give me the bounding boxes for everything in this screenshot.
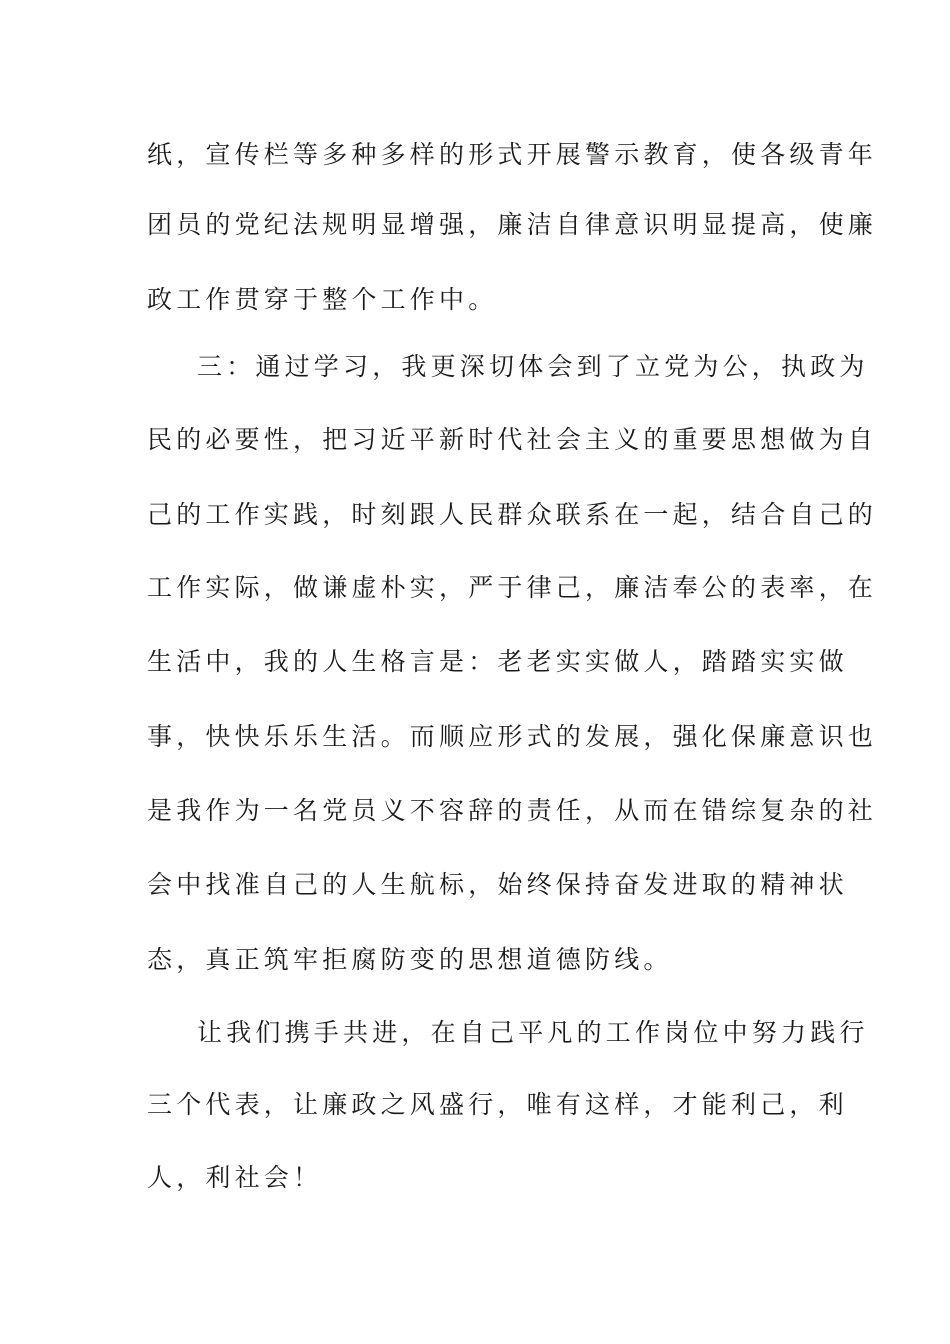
text-line: 会中找准自己的人生航标，始终保持奋发进取的精神状: [147, 870, 848, 899]
text-line: 团员的党纪法规明显增强，廉洁自律意识明显提高，使廉: [147, 210, 878, 239]
text-line: 民的必要性，把习近平新时代社会主义的重要思想做为自: [147, 425, 878, 454]
text-line: 三个代表，让廉政之风盛行，唯有这样，才能利己，利: [147, 1090, 848, 1119]
text-line: 生活中，我的人生格言是：老老实实做人，踏踏实实做: [147, 647, 848, 676]
text-line: 工作实际，做谦虚朴实，严于律己，廉洁奉公的表率，在: [147, 573, 878, 602]
text-line: 己的工作实践，时刻跟人民群众联系在一起，结合自己的: [147, 500, 878, 529]
text-line: 纸，宣传栏等多种多样的形式开展警示教育，使各级青年: [147, 140, 878, 169]
paragraph-start-line: 让我们携手共进，在自己平凡的工作岗位中努力践行: [197, 1018, 869, 1047]
text-line: 事，快快乐乐生活。而顺应形式的发展，强化保廉意识也: [147, 722, 878, 751]
text-line: 态，真正筑牢拒腐防变的思想道德防线。: [147, 945, 673, 974]
paragraph-start-line: 三：通过学习，我更深切体会到了立党为公，执政为: [197, 352, 869, 381]
text-line: 是我作为一名党员义不容辞的责任，从而在错综复杂的社: [147, 796, 878, 825]
text-line: 人，利社会！: [147, 1163, 323, 1192]
text-line: 政工作贯穿于整个工作中。: [147, 285, 498, 314]
